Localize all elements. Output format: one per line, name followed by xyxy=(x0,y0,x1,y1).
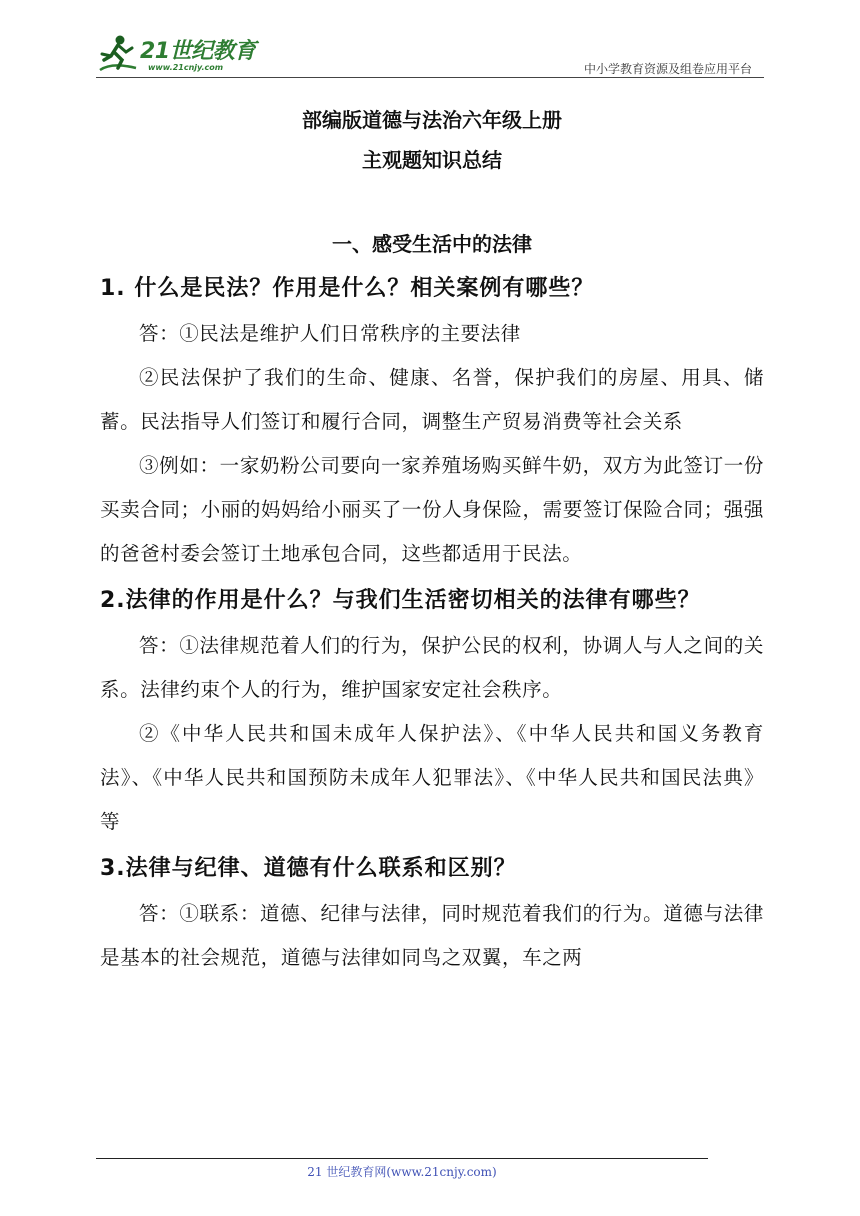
answer-paragraph: ②《中华人民共和国未成年人保护法》、《中华人民共和国义务教育法》、《中华人民共和国预防未成年人犯罪法》、《中华人民共和国民法典》等 xyxy=(100,722,764,833)
logo xyxy=(96,32,276,76)
question-heading: 2.法律的作用是什么？与我们生活密切相关的法律有哪些？ xyxy=(100,588,701,613)
doc-title: 部编版道德与法治六年级上册 xyxy=(302,108,562,132)
header-divider xyxy=(96,77,764,78)
page-header xyxy=(96,30,764,78)
answer-paragraph: ②民法保护了我们的生命、健康、名誉，保护我们的房屋、用具、储蓄。民法指导人们签订和履行合同，调整生产贸易消费等社会关系 xyxy=(100,366,764,433)
footer-divider xyxy=(96,1158,708,1159)
question-heading: 3.法律与纪律、道德有什么联系和区别？ xyxy=(100,856,517,881)
answer-paragraph: 答：①联系：道德、纪律与法律，同时规范着我们的行为。道德与法律是基本的社会规范，道德与法律如同鸟之双翼，车之两 xyxy=(100,902,764,969)
question-heading: 1. 什么是民法？作用是什么？相关案例有哪些？ xyxy=(100,276,595,301)
runner-logo-icon xyxy=(96,32,142,76)
section-heading: 一、感受生活中的法律 xyxy=(332,232,532,256)
page-footer: 21 世纪教育网(www.21cnjy.com) xyxy=(307,1165,497,1179)
platform-name: 中小学教育资源及组卷应用平台 xyxy=(583,62,752,76)
answer-paragraph: ③例如：一家奶粉公司要向一家养殖场购买鲜牛奶，双方为此签订一份买卖合同；小丽的妈妈给小丽买了一份人身保险，需要签订保险合同；强强的爸爸村委会签订土地承包合同，这些都适用于民法。 xyxy=(100,454,764,565)
document-body xyxy=(100,100,764,980)
doc-subtitle: 主观题知识总结 xyxy=(362,148,502,172)
answer-paragraph: 答：①民法是维护人们日常秩序的主要法律 xyxy=(139,322,521,345)
logo-text: 21世纪教育 xyxy=(140,39,256,64)
logo-url: www.21cnjy.com xyxy=(148,63,224,72)
answer-paragraph: 答：①法律规范着人们的行为，保护公民的权利，协调人与人之间的关系。法律约束个人的行为，维护国家安定社会秩序。 xyxy=(100,634,764,701)
